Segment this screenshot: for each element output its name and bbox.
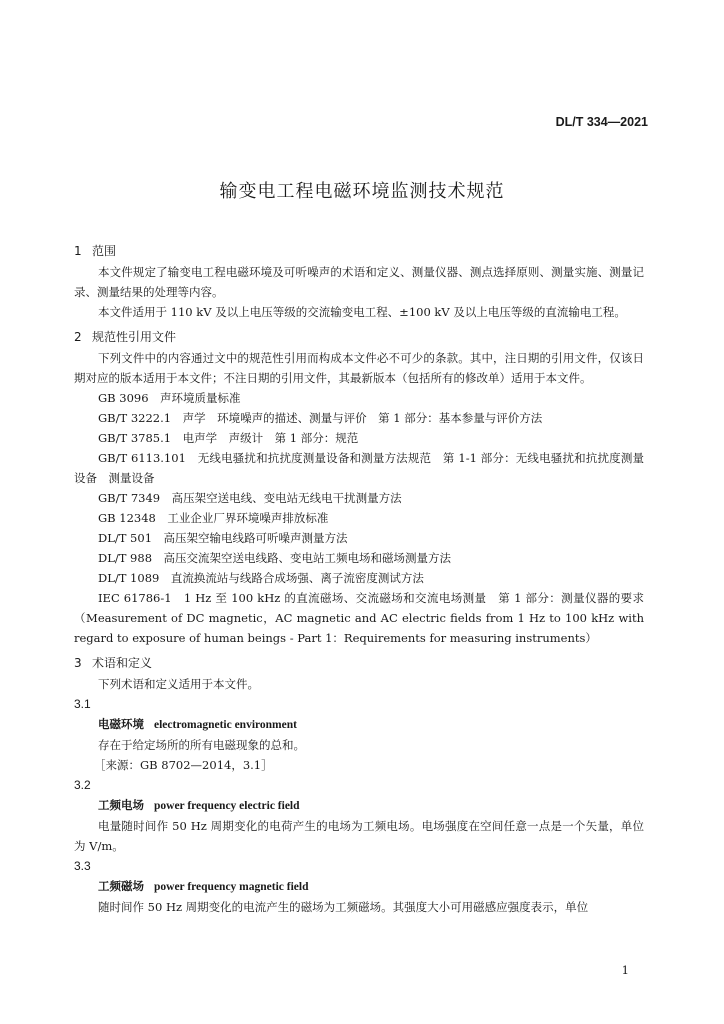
reference-item: DL/T 988 高压交流架空送电线路、变电站工频电场和磁场测量方法 [98,551,452,565]
term-cn: 工频磁场 [98,879,144,893]
term-definition: 电量随时间作 50 Hz 周期变化的电荷产生的电场为工频电场。电场强度在空间任意一点是一个矢量，单位为 V/m。 [74,819,644,853]
reference-item: IEC 61786-1 1 Hz 至 100 kHz 的直流磁场、交流磁场和交流电场测量 第 1 部分：测量仪器的要求（Measurement of DC magnetic，AC magnetic and AC electric fields from 1 Hz to 100 kHz with regard to exposure of human beings - Part 1：Requirements for measuring instruments） [74,591,644,645]
document-title: 输变电工程电磁环境监测技术规范 [219,181,505,202]
reference-item: GB/T 6113.101 无线电骚扰和抗扰度测量设备和测量方法规范 第 1-1 部分：无线电骚扰和抗扰度测量设备 测量设备 [74,451,644,485]
term-definition: 存在于给定场所的所有电磁现象的总和。 [98,738,305,752]
term-definition: 随时间作 50 Hz 周期变化的电流产生的磁场为工频磁场。其强度大小可用磁感应强度表示，单位 [98,900,589,914]
section-heading-terms [74,652,644,674]
term-source: ［来源：GB 8702—2014，3.1］ [94,758,273,772]
term-en: power frequency magnetic field [154,881,309,893]
section-title: 术语和定义 [92,656,153,670]
scope-paragraph: 本文件规定了输变电工程电磁环境及可听噪声的术语和定义、测量仪器、测点选择原则、测量实施、测量记录、测量结果的处理等内容。 [74,265,644,299]
section-title: 范围 [92,244,117,258]
reference-item: GB 12348 工业企业厂界环境噪声排放标准 [98,511,329,525]
term-cn: 工频电场 [98,798,144,812]
reference-item: GB 3096 声环境质量标准 [98,391,241,405]
section-heading-scope [74,240,644,262]
reference-item: GB/T 3222.1 声学 环境噪声的描述、测量与评价 第 1 部分：基本参量与评价方法 [98,411,543,425]
term-entry [74,856,644,917]
document-body [74,240,644,917]
reference-item: DL/T 501 高压架空输电线路可听噪声测量方法 [98,531,348,545]
normative-intro: 下列文件中的内容通过文中的规范性引用而构成本文件必不可少的条款。其中，注日期的引用文件，仅该日期对应的版本适用于本文件；不注日期的引用文件，其最新版本（包括所有的修改单）适用于本文件。 [74,351,644,385]
scope-paragraph: 本文件适用于 110 kV 及以上电压等级的交流输变电工程、±100 kV 及以上电压等级的直流输电工程。 [98,305,626,319]
term-number: 3.1 [74,697,91,711]
term-number: 3.2 [74,778,91,792]
reference-item: GB/T 7349 高压架空送电线、变电站无线电干扰测量方法 [98,491,402,505]
term-heading [74,876,644,897]
section-number: 3 [74,656,82,670]
terms-intro: 下列术语和定义适用于本文件。 [98,677,259,691]
reference-item: DL/T 1089 直流换流站与线路合成场强、离子流密度测试方法 [98,571,424,585]
section-number: 2 [74,330,82,344]
term-entry [74,775,644,856]
page-number: 1 [621,963,629,977]
term-entry [74,694,644,775]
section-number: 1 [74,244,82,258]
term-heading [74,795,644,816]
standard-number: DL/T 334—2021 [555,115,648,129]
term-en: power frequency electric field [154,800,300,812]
section-title: 规范性引用文件 [92,330,177,344]
term-number: 3.3 [74,859,91,873]
reference-item: GB/T 3785.1 电声学 声级计 第 1 部分：规范 [98,431,359,445]
term-en: electromagnetic environment [154,719,297,731]
section-heading-normative-references [74,326,644,348]
term-heading [74,714,644,735]
term-cn: 电磁环境 [98,717,144,731]
